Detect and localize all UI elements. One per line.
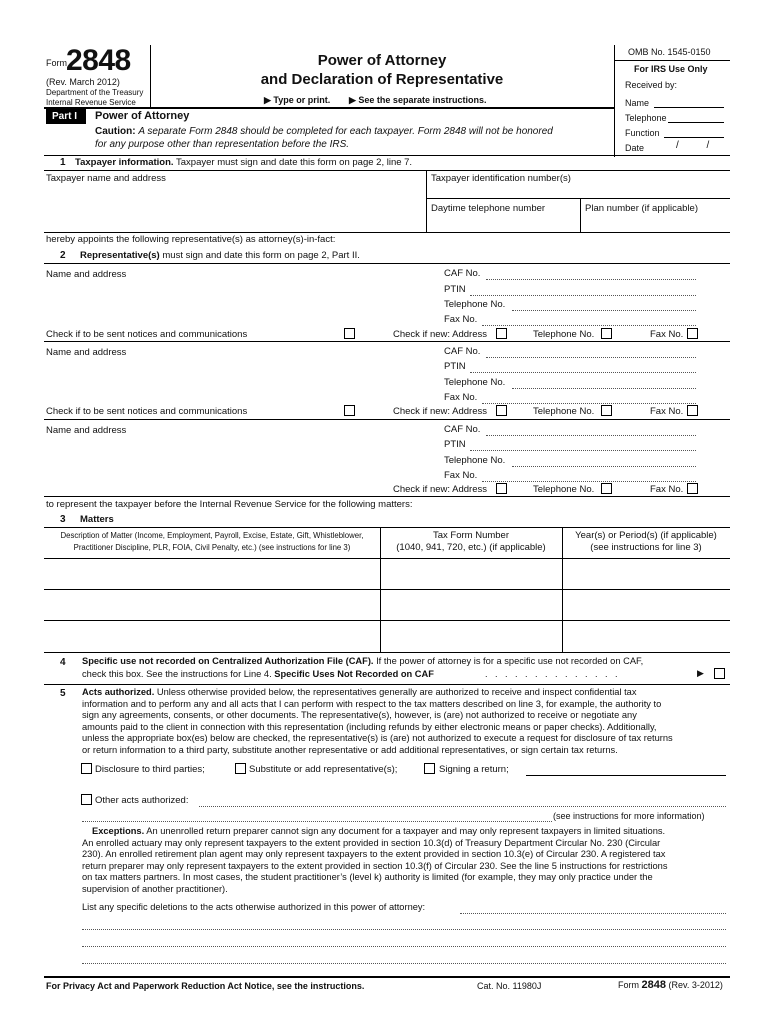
rep-1-caf-input[interactable] [486, 279, 696, 280]
received-by-label: Received by: [625, 80, 678, 90]
irs-telephone-label: Telephone [625, 113, 667, 123]
footer-rev: (Rev. 3-2012) [668, 980, 723, 990]
appoints-text: hereby appoints the following representative(s) as attorney(s)-in-fact: [46, 234, 336, 245]
rep-3-caf-label: CAF No. [444, 424, 481, 435]
department-line-2: Internal Revenue Service [46, 98, 136, 107]
other-acts-checkbox[interactable] [81, 794, 92, 805]
rep-3-ptin-label: PTIN [444, 439, 466, 450]
matters-col-description-1: Description of Matter (Income, Employment, Payroll, Excise, Estate, Gift, Whistleblower, [60, 531, 364, 540]
line-5-text-3: amounts paid to the client in connection with this representation (including refunds by either electronic means or paper checks). Additionally, [82, 721, 657, 732]
rep-2-check-new-address: Check if new: Address [393, 406, 487, 417]
deletions-input-2[interactable] [82, 929, 726, 930]
rep-1-caf-label: CAF No. [444, 268, 481, 279]
line-4-bold: Specific use not recorded on Centralized Authorization File (CAF). [82, 656, 374, 666]
other-acts-input-2[interactable] [82, 821, 552, 822]
line-1-number: 1 [60, 157, 66, 168]
instruction-type-or-print: ▶ Type or print. [264, 95, 331, 105]
rep-2-name-address[interactable]: Name and address [46, 347, 127, 358]
deletions-label: List any specific deletions to the acts otherwise authorized in this power of attorney: [82, 902, 426, 912]
caution-line-2: for any purpose other than representation before the IRS. [95, 139, 350, 150]
line-4-rest: If the power of attorney is for a specific use not recorded on CAF, [376, 656, 644, 666]
form-title-line-1: Power of Attorney [317, 52, 447, 69]
part-1-title: Power of Attorney [95, 110, 190, 122]
privacy-notice: For Privacy Act and Paperwork Reduction Act Notice, see the instructions. [46, 981, 365, 991]
matters-col-description-2: Practitioner Discipline, PLR, FOIA, Civil Penalty, etc.) (see instructions for line 3) [73, 543, 351, 552]
caution-label: Caution: [95, 126, 136, 137]
form-label: Form [46, 58, 67, 68]
rep-1-new-fax-label: Fax No. [650, 329, 684, 340]
disclosure-checkbox[interactable] [81, 763, 92, 774]
irs-date-label: Date [625, 143, 645, 153]
deletions-input-1[interactable] [460, 913, 726, 914]
rep-3-telephone-input[interactable] [512, 466, 696, 467]
rep-2-ptin-label: PTIN [444, 361, 466, 372]
catalog-number: Cat. No. 11980J [477, 981, 542, 991]
rep-2-new-address-checkbox[interactable] [496, 405, 507, 416]
taxpayer-tin-field[interactable]: Taxpayer identification number(s) [431, 173, 571, 184]
disclosure-label: Disclosure to third parties; [95, 764, 205, 775]
line-1-heading [75, 157, 412, 168]
line-5-text-0: Unless otherwise provided below, the representatives generally are authorized to receive and inspect confidential tax [156, 687, 637, 697]
rep-3-new-fax-label: Fax No. [650, 484, 684, 495]
line-4-text-1 [82, 656, 643, 666]
matters-row-1[interactable] [44, 589, 730, 590]
footer-form-number: 2848 [641, 979, 666, 991]
rep-2-notices-checkbox[interactable] [344, 405, 355, 416]
line-1-label-rest: Taxpayer must sign and date this form on page 2, line 7. [176, 157, 413, 168]
exceptions-text-0: An unenrolled return preparer cannot sign any document for a taxpayer and may only represent taxpayers in limited situations. [146, 826, 666, 836]
rep-1-fax-label: Fax No. [444, 314, 478, 325]
rep-1-new-phone-checkbox[interactable] [601, 328, 612, 339]
rep-2-fax-input[interactable] [482, 403, 696, 404]
deletions-input-4[interactable] [82, 963, 726, 964]
rep-3-fax-input[interactable] [482, 481, 696, 482]
rep-1-name-address[interactable]: Name and address [46, 269, 127, 280]
rep-1-check-new-address: Check if new: Address [393, 329, 487, 340]
rep-2-telephone-label: Telephone No. [444, 377, 506, 388]
rep-2-telephone-input[interactable] [512, 388, 696, 389]
line-2-label-bold: Representative(s) [80, 250, 160, 261]
exceptions-text-4: on tax matters partners. In most cases, the student practitioner’s (level k) authority is limited (for example, they may only practice under the [82, 872, 653, 883]
rep-2-new-phone-label: Telephone No. [533, 406, 595, 417]
matters-col-form-1: Tax Form Number [432, 530, 509, 541]
rep-1-notices-checkbox[interactable] [344, 328, 355, 339]
substitute-label: Substitute or add representative(s); [249, 764, 398, 775]
rep-1-fax-input[interactable] [482, 325, 696, 326]
form-revision: (Rev. March 2012) [46, 77, 120, 87]
irs-date-slashes: / / [676, 140, 710, 151]
line-3-number: 3 [60, 514, 66, 525]
rep-1-new-address-checkbox[interactable] [496, 328, 507, 339]
matters-row-3[interactable] [44, 652, 730, 653]
matters-col-year-1: Year(s) or Period(s) (if applicable) [575, 530, 717, 541]
rep-3-ptin-input[interactable] [470, 450, 696, 451]
irs-use-only: For IRS Use Only [634, 64, 708, 74]
rep-2-new-fax-label: Fax No. [650, 406, 684, 417]
form-number: 2848 [66, 44, 131, 77]
footer-form-id [618, 979, 723, 991]
line-4-line2-pre: check this box. See the instructions for Line 4. [82, 669, 272, 679]
line-4-line2-bold: Specific Uses Not Recorded on CAF [274, 669, 434, 679]
rep-2-caf-input[interactable] [486, 357, 696, 358]
omb-number: OMB No. 1545-0150 [628, 47, 711, 57]
line-5-text-1: information and to perform any and all acts that I can perform with respect to the tax matters described on line 3, for example, the authority to [82, 698, 662, 709]
line-4-text-2 [82, 669, 434, 679]
signing-return-label: Signing a return; [439, 764, 509, 775]
exceptions-text-5: supervision of another practitioner). [82, 883, 228, 894]
signing-return-checkbox[interactable] [424, 763, 435, 774]
line-3-label: Matters [80, 514, 114, 525]
line-2-label-rest: must sign and date this form on page 2, Part II. [162, 250, 360, 261]
line-4-number: 4 [60, 657, 66, 668]
line-5-text-2: sign any agreements, consents, or other documents. The representative(s), however, is (are) not authorized to receive or negotiate any [82, 710, 637, 721]
taxpayer-name-address-field[interactable]: Taxpayer name and address [46, 173, 166, 184]
exceptions-text-3: return preparer may only represent taxpayers to the extent provided in section 10.3(f) of Circular 230. See the line 5 instructions for restrictions [82, 860, 668, 871]
caution-text-1: A separate Form 2848 should be completed for each taxpayer. Form 2848 will not be honored [138, 126, 553, 137]
footer-form-label: Form [618, 980, 639, 990]
line-5-bold: Acts authorized. [82, 687, 155, 697]
line-1-label-bold: Taxpayer information. [75, 157, 174, 168]
caution-line-1 [95, 126, 553, 137]
rep-2-fax-label: Fax No. [444, 392, 478, 403]
line-5-text-4: unless the appropriate box(es) below are checked, the representative(s) is (are) not authorized to execute a request for disclosure of tax returns [82, 733, 673, 744]
rep-3-check-new-address: Check if new: Address [393, 484, 487, 495]
rep-2-new-fax-checkbox[interactable] [687, 405, 698, 416]
department-line-1: Department of the Treasury [46, 88, 144, 97]
part-1-badge: Part I [46, 109, 86, 124]
rep-3-new-fax-checkbox[interactable] [687, 483, 698, 494]
rep-1-new-fax-checkbox[interactable] [687, 328, 698, 339]
rep-1-telephone-input[interactable] [512, 310, 696, 311]
line-5-number: 5 [60, 688, 66, 699]
other-acts-label: Other acts authorized: [95, 795, 189, 806]
rep-3-new-address-checkbox[interactable] [496, 483, 507, 494]
rep-1-notices-label: Check if to be sent notices and communications [46, 329, 248, 340]
matters-row-2[interactable] [44, 620, 730, 621]
rep-3-new-phone-label: Telephone No. [533, 484, 595, 495]
form-title-line-2: and Declaration of Representative [260, 71, 504, 88]
other-acts-input[interactable] [199, 806, 726, 807]
exceptions-paragraph [82, 826, 728, 896]
rep-3-telephone-label: Telephone No. [444, 455, 506, 466]
rep-3-new-phone-checkbox[interactable] [601, 483, 612, 494]
line-4-dots: . . . . . . . . . . . . . . [485, 669, 618, 679]
line-5-text-5: or return information to a third party, substitute another representative or add additional representatives, or sign certain tax returns. [82, 744, 618, 755]
rep-2-caf-label: CAF No. [444, 346, 481, 357]
daytime-telephone-field[interactable]: Daytime telephone number [431, 203, 546, 214]
line-2-number: 2 [60, 250, 66, 261]
rep-1-ptin-input[interactable] [470, 295, 696, 296]
deletions-input-3[interactable] [82, 946, 726, 947]
rep-1-telephone-label: Telephone No. [444, 299, 506, 310]
rep-2-new-phone-checkbox[interactable] [601, 405, 612, 416]
substitute-checkbox[interactable] [235, 763, 246, 774]
matters-col-year-2: (see instructions for line 3) [590, 542, 702, 553]
rep-3-caf-input[interactable] [486, 435, 696, 436]
rep-2-ptin-input[interactable] [470, 372, 696, 373]
line-5-paragraph [82, 687, 728, 757]
exceptions-text-1: An enrolled actuary may only represent taxpayers to the extent provided in section 10.3(d) of Treasury Department Circular No. 230 (Circular [82, 837, 661, 848]
represent-text: to represent the taxpayer before the Internal Revenue Service for the following matters: [46, 499, 413, 510]
rep-1-new-phone-label: Telephone No. [533, 329, 595, 340]
matters-col-form-2: (1040, 941, 720, etc.) (if applicable) [396, 542, 546, 553]
exceptions-bold: Exceptions. [92, 826, 145, 836]
line-4-checkbox[interactable] [714, 668, 725, 679]
rep-1-ptin-label: PTIN [444, 284, 466, 295]
exceptions-text-2: 230). An enrolled retirement plan agent may only represent taxpayers to the extent provided in section 10.3(e) of Circular 230. A registered tax [82, 849, 666, 860]
plan-number-field[interactable]: Plan number (if applicable) [585, 203, 699, 214]
instruction-see-separate: ▶ See the separate instructions. [349, 95, 487, 105]
signing-return-input[interactable] [526, 775, 726, 776]
line-2-heading [80, 250, 360, 261]
see-instructions-note: (see instructions for more information) [553, 811, 705, 821]
line-4-arrow: ▶ [697, 668, 704, 678]
irs-function-label: Function [625, 128, 660, 138]
rep-3-name-address[interactable]: Name and address [46, 425, 127, 436]
rep-2-notices-label: Check if to be sent notices and communications [46, 406, 248, 417]
irs-name-label: Name [625, 98, 650, 108]
rep-3-fax-label: Fax No. [444, 470, 478, 481]
